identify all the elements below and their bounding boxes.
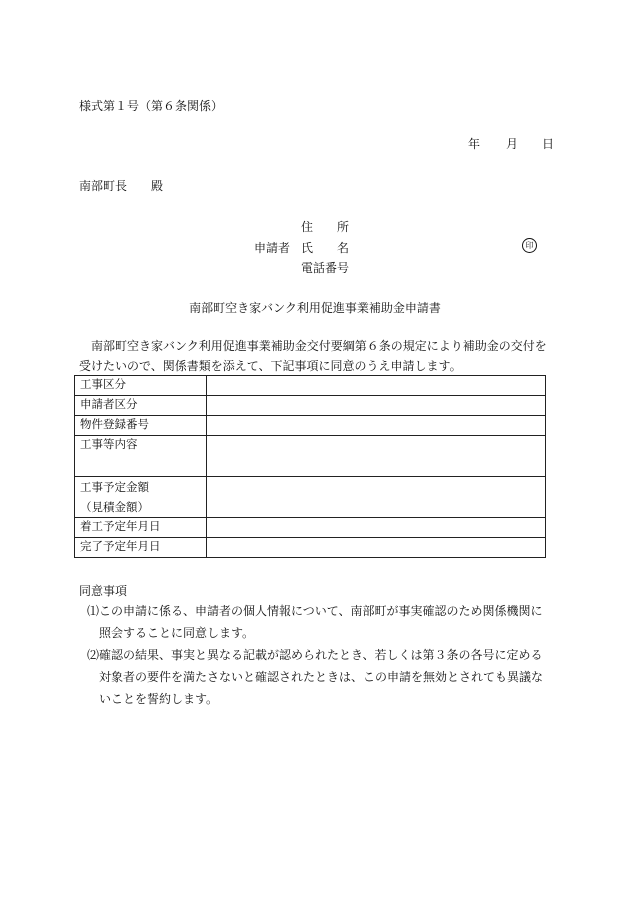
table-row xyxy=(75,518,546,538)
row-label: 着工予定年月日 xyxy=(75,518,207,538)
applicant-role-label: 申請者 xyxy=(254,241,291,255)
phone-label: 電話番号 xyxy=(301,261,350,275)
addressee-name: 南部町長 xyxy=(79,179,128,193)
date-day: 日 xyxy=(542,137,555,151)
table-row xyxy=(75,376,546,396)
row-label-line2: （見積金額） xyxy=(80,500,149,514)
table-row xyxy=(75,477,546,518)
date-year: 年 xyxy=(468,137,481,151)
application-table xyxy=(74,375,546,558)
consent-heading: 同意事項 xyxy=(79,584,128,598)
addressee-honorific: 殿 xyxy=(151,179,164,193)
consent-item-number: ⑴ xyxy=(87,604,100,618)
row-label: 申請者区分 xyxy=(75,396,207,416)
row-label: 物件登録番号 xyxy=(75,416,207,436)
date-line xyxy=(468,136,554,152)
addressee xyxy=(79,178,163,194)
table-row xyxy=(75,538,546,558)
row-label: 工事区分 xyxy=(75,376,207,396)
consent-item-text: この申請に係る、申請者の個人情報について、南部町が事実確認のため関係機関に照会することに同意します。 xyxy=(99,604,543,640)
row-value[interactable] xyxy=(207,376,546,396)
consent-item xyxy=(87,644,551,710)
table-row xyxy=(75,416,546,436)
address-label: 住所 xyxy=(301,220,349,234)
document-title: 南部町空き家バンク利用促進事業補助金申請書 xyxy=(189,301,441,315)
row-value[interactable] xyxy=(207,436,546,477)
consent-item-number: ⑵ xyxy=(87,648,100,662)
row-label xyxy=(75,477,207,518)
row-value[interactable] xyxy=(207,518,546,538)
row-value[interactable] xyxy=(207,477,546,518)
row-value[interactable] xyxy=(207,396,546,416)
table-row xyxy=(75,396,546,416)
row-value[interactable] xyxy=(207,538,546,558)
intro-paragraph: 南部町空き家バンク利用促進事業補助金交付要綱第６条の規定により補助金の交付を受けたいので、関係書類を添えて、下記事項に同意のうえ申請します。 xyxy=(79,339,547,373)
consent-item xyxy=(87,600,551,644)
consent-item-text: 確認の結果、事実と異なる記載が認められたとき、若しくは第３条の各号に定める対象者の要件を満たさないと確認されたときは、この申請を無効とされても異議ないことを誓約します。 xyxy=(99,648,544,706)
date-month: 月 xyxy=(506,137,519,151)
form-number: 様式第１号（第６条関係） xyxy=(79,99,224,113)
row-label-line1: 工事予定金額 xyxy=(80,480,149,494)
row-label: 工事等内容 xyxy=(75,436,207,477)
row-value[interactable] xyxy=(207,416,546,436)
row-label: 完了予定年月日 xyxy=(75,538,207,558)
table-row xyxy=(75,436,546,477)
name-label: 氏名 xyxy=(301,241,349,255)
seal-mark: 印 xyxy=(522,238,537,253)
